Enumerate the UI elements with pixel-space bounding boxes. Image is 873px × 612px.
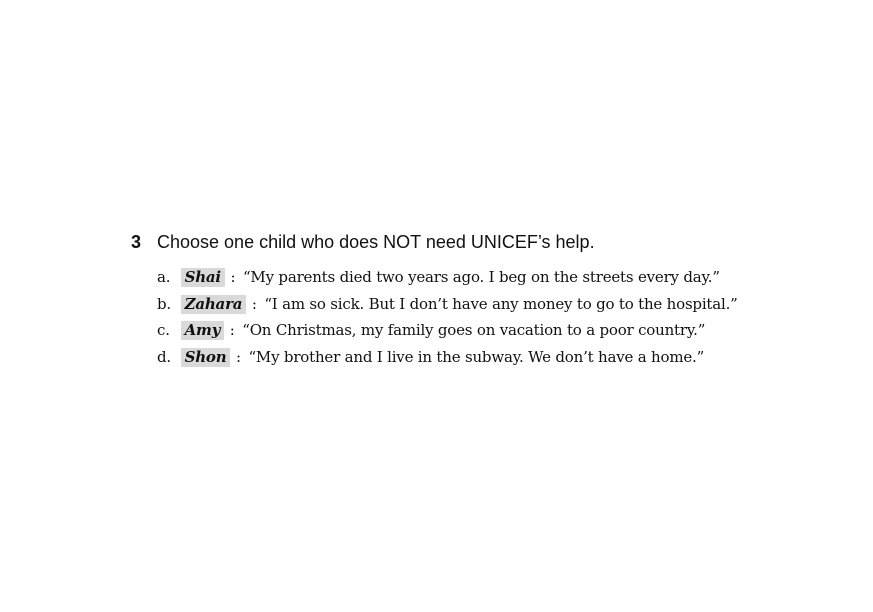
option-letter: c. bbox=[157, 321, 170, 339]
child-name-highlight: Shai bbox=[181, 268, 225, 287]
option-separator: : bbox=[229, 321, 235, 339]
answer-options bbox=[157, 264, 831, 370]
answer-option-d[interactable] bbox=[157, 344, 831, 371]
option-separator: : bbox=[236, 347, 241, 366]
answer-option-a[interactable] bbox=[157, 264, 831, 291]
option-separator: : bbox=[230, 268, 236, 286]
answer-option-c[interactable] bbox=[157, 317, 831, 344]
child-quote: “I am so sick. But I don’t have any money to go to the hospital.” bbox=[264, 294, 738, 313]
child-name-highlight: Zahara bbox=[181, 295, 247, 314]
question-block bbox=[131, 232, 831, 370]
child-name-highlight: Shon bbox=[181, 348, 231, 367]
question-header bbox=[131, 232, 831, 256]
child-name-highlight: Amy bbox=[181, 321, 225, 340]
option-letter: d. bbox=[157, 347, 171, 366]
option-separator: : bbox=[251, 294, 257, 313]
child-quote: “On Christmas, my family goes on vacation to a poor country.” bbox=[242, 321, 706, 339]
child-quote: “My brother and I live in the subway. We don’t have a home.” bbox=[248, 347, 705, 366]
answer-option-b[interactable] bbox=[157, 291, 831, 318]
child-quote: “My parents died two years ago. I beg on the streets every day.” bbox=[242, 268, 720, 286]
option-letter: a. bbox=[157, 268, 171, 286]
question-prompt: Choose one child who does NOT need UNICEF’s help. bbox=[157, 232, 595, 252]
option-letter: b. bbox=[157, 294, 171, 313]
question-number: 3 bbox=[131, 232, 142, 252]
